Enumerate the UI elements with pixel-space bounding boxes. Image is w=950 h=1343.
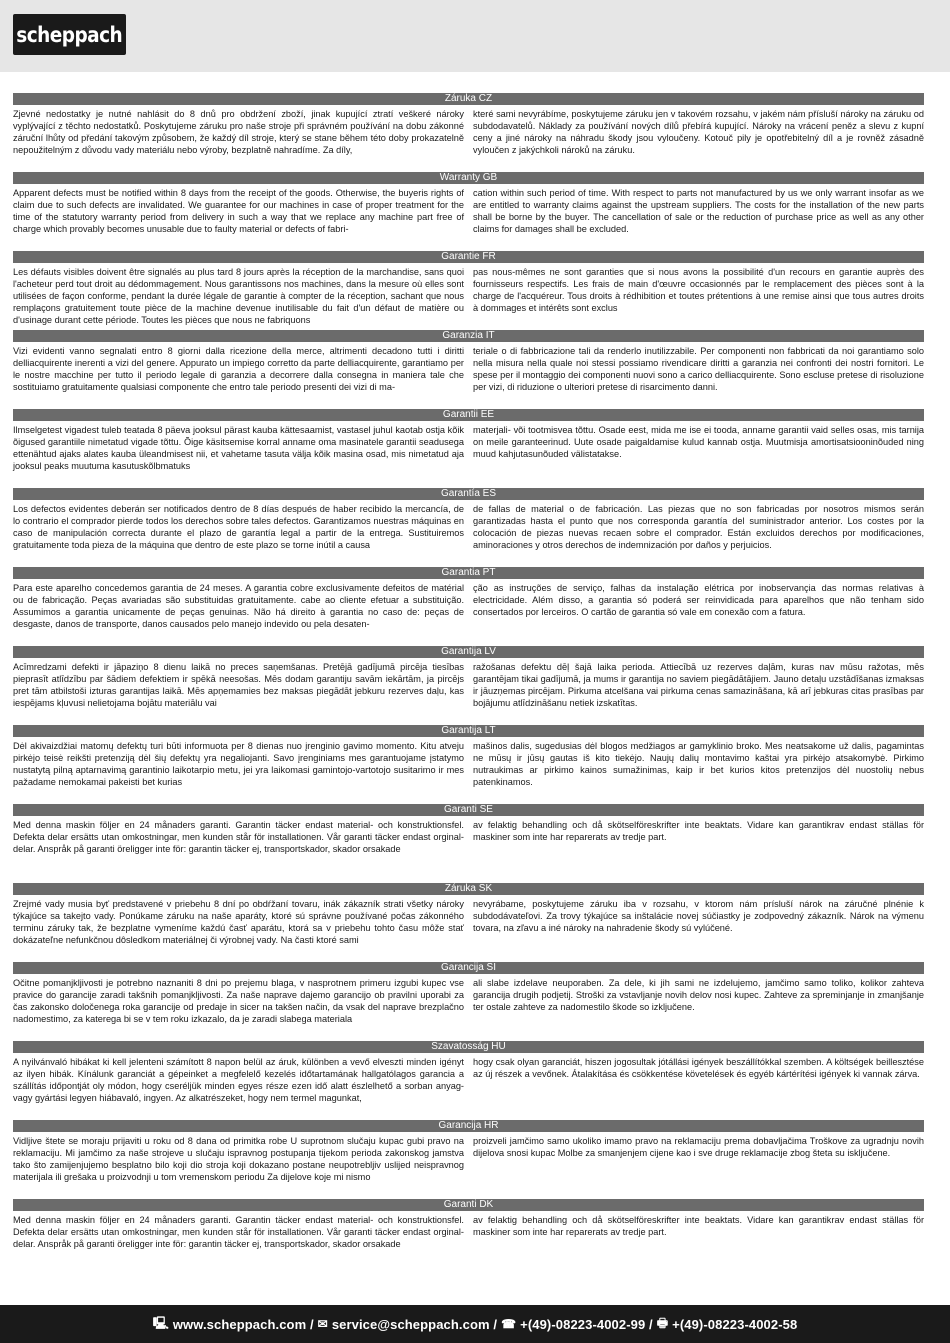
warranty-sections [13,93,924,1278]
section-text-left: Les défauts visibles doivent être signalés au plus tard 8 jours après la réception de la marchandise, sans quoi l'acheteur perd tout droit au dédommagement. Nous garantissons nos machines, dans la mesure où elles sont utilisées de façon conforme, pendant la durée légale de garantie à compter de la réception, sachant que nous remplaçons gratuitement toute pièce de la machine devenue inutilisable du fait d'un défaut de matière ou d'usinage durant cette période. Toutes les pièces que nous ne fabriquons [13,267,464,326]
warranty-section [13,251,924,330]
section-title: Garanzia IT [13,330,924,342]
telephone-icon: ☎ [501,1317,517,1331]
section-text-right: proizveli jamčimo samo ukoliko imamo pravo na reklamaciju prema dobavljačima Troškove za ugradnju novih dijelova snosi kupac Molbe za smanjenjem cijene kao i sve druge reklamacije zbog šteta su isključene. [473,1136,924,1159]
warranty-section [13,330,924,409]
section-title: Szavatosság HU [13,1041,924,1053]
warranty-section [13,93,924,172]
section-title: Garantija LV [13,646,924,658]
section-text-left: Ilmselgetest vigadest tuleb teatada 8 päeva jooksul pärast kauba kättesaamist, vastasel juhul kaotab ostja kõik õigused garantiile nimetatud vigade tõttu. Õige käsitsemise korral anname oma masinatele garantii seadusega ettenähtud ajaks alates kauba üleandmisest nii, et vahetame tasuta välja kõik masina osad, mis nimetatud aja jooksul peaks muutuma kasutuskõlbmatuks [13,425,464,472]
section-text-left: Apparent defects must be notified within 8 days from the receipt of the goods. Otherwise, the buyeris rights of claim due to such defects are invalidated. We guarantee for our machines in case of proper treatment for the time of the statutory warranty period from delivery in such a way that we replace any machine part free of charge which provably becomes unusable due to faulty material or defects of fabri- [13,188,464,235]
section-text-right: které sami nevyrábíme, poskytujeme záruku jen v takovém rozsahu, v jakém nám přísluší nároky na záruku od subdodavatelů. Náklady za používání nových dílů přebírá kupující. Nároky na vrácení peněz a slevu z kupní ceny a jiné nároky na náhradu škody jsou vyloučeny. Kotouč pily je opotřebitelný díl a je rovněž zásadně vyloučen z jakýchkoli nároků na záruku. [473,109,924,156]
warranty-section [13,567,924,646]
section-title: Garantie FR [13,251,924,263]
section-text-right: mašinos dalis, sugedusias dėl blogos medžiagos ar gamyklinio broko. Mes neatsakome už dalis, pagamintas ne mūsų ir jūsų gautas iš kito tiekėjo. Naujų dalių montavimo kaštai yra pirkėjo atsakomybė. Pirkimo nutraukimas ar pirkimo kainos sumažinimas, kaip ir bet kurios kitos pretenzijos dėl nuostolių nebus patenkinamos. [473,741,924,788]
section-text-left: Med denna maskin följer en 24 månaders garanti. Garantin täcker endast material- och konstruktionsfel. Defekta delar ersätts utan omkostningar, men kunden står för installationen. Vår garanti täcker endast orginal-delar. Anspråk på garanti öreligger inte för: garantin täcker ej, transportskador, skador orsakade [13,1215,464,1250]
section-title: Záruka SK [13,883,924,895]
section-title: Garanti DK [13,1199,924,1211]
warranty-section [13,1041,924,1120]
section-body [13,1056,924,1106]
section-title: Garancija HR [13,1120,924,1132]
section-text-right: ražošanas defektu dēļ šajā laika perioda. Attiecībā uz rezerves daļām, kuras nav mūsu ražotas, mēs garantējam tikai gadījumā, ja mums ir garantija no saviem piegādātājiem. Jauno detaļu uzstādīšanas izmaksas ir jāuzņemas pircējam. Pirkuma atcelšana vai pirkuma cenas samazināšana, kā arī jebkuras citas prasības par bojājumu atlīdzināšanu netiek izskatītas. [473,662,924,709]
section-body [13,740,924,790]
warranty-section [13,725,924,804]
warranty-section [13,883,924,962]
warranty-section [13,488,924,567]
warranty-section [13,962,924,1041]
section-text-right: av felaktig behandling och då skötselföreskrifter inte beaktats. Vidare kan garantikrav endast ställas för maskiner som inte har reparerats av tredje part. [473,820,924,843]
section-title: Garanti SE [13,804,924,816]
section-text-right: pas nous-mêmes ne sont garanties que si nous avons la possibilité d'un recours en garantie auprès des fournisseurs respectifs. Les frais de main d'œuvre occasionnés par le remplacement des pièces sont à la charge de l'acquéreur. Tous droits à rédhibition et toutes prétentions à une remise ainsi que tous autres droits à dommages et intérêts sont exclus [473,267,924,314]
section-title: Garantii EE [13,409,924,421]
section-title: Garantia PT [13,567,924,579]
warranty-section [13,409,924,488]
warranty-section [13,646,924,725]
logo-text: scheppach [16,22,123,47]
section-body [13,977,924,1027]
warranty-section [13,1120,924,1199]
envelope-icon: ✉ [317,1317,328,1331]
section-text-left: Zrejmé vady musia byť predstavené v priebehu 8 dní po obdŕžaní tovaru, inák zákazník strati všetky nároky týkajúce sa takejto vady. Ponúkame záruku na naše aparáty, ktoré sú správne používané počas zákonného terminu záruky tak, že bezplatne vymeníme každú časť aparátu, ktorá sa v priebehu tohto času môže stať dokázateľne nefunkčnou dôsledkom materiálnej či výrobnej vady. Na časti ktoré sami [13,899,464,946]
section-text-left: Med denna maskin följer en 24 månaders garanti. Garantin täcker endast material- och konstruktionsfel. Defekta delar ersätts utan omkostningar, men kunden står för installationen. Vår garanti täcker endast orginal-delar. Anspråk på garanti öreligger inte för: garantin täcker ej, transportskador, skador orsakade [13,820,464,855]
contact-footer [0,1305,950,1343]
section-body [13,819,924,869]
section-title: Warranty GB [13,172,924,184]
section-text-left: Vizi evidenti vanno segnalati entro 8 giorni dalla ricezione della merce, altrimenti decadono tutti i diritti delliacquirente inerenti a vizi del genere. Appurato un impiego corretto da parte delliacquirente, garantiamo per le nostre macchine per tutto il periodo legale di garanzia a decorrere dalla consegna in maniera tale che sostituiamo gratuitamente qualsiasi componente che entro tale periodo presenti dei vizi di ma- [13,346,464,393]
header-band [0,0,950,72]
section-text-right: cation within such period of time. With respect to parts not manufactured by us we only warrant insofar as we are entitled to warranty claims against the upstream suppliers. The costs for the installation of the new parts shall be borne by the buyer. The cancellation of sale or the reduction of purchase price as well as any other claims for damages shall be excluded. [473,188,924,235]
section-text-right: materjali- või tootmisvea tõttu. Osade eest, mida me ise ei tooda, anname garantii vaid selles osas, mis tarnija on meile garanteerinud. Uute osade paigaldamise kulud kannab ostja. Muutmisja amortisatsiooninõuded ning muud kahjutasunõuded välistatakse. [473,425,924,460]
email-text[interactable]: service@scheppach.com / [331,1316,498,1332]
fax-icon: 🖶 [656,1315,669,1330]
section-body [13,1214,924,1264]
section-text-right: hogy csak olyan garanciát, hiszen jogosultak jótállási igények beszállítókkal szemben. A költségek beillesztése az új részek a vevőnek. Átalakítása és csökkentése követelések és egyéb kártérítési igények ki vannak zárva. [473,1057,924,1080]
website-text[interactable]: www.scheppach.com / [172,1316,314,1332]
section-title: Garancija SI [13,962,924,974]
section-text-left: Dėl akivaizdžiai matomų defektų turi būti informuota per 8 dienas nuo įrenginio gavimo momento. Kitu atveju pirkėjo teisė reikšti pretenziją dėl šių defektų yra negaliojanti. Savo įrenginiams mes garantuojame įstatymo nustatytą pilną aptarnavimą garantinio laikotarpio metu, jei yra laikomasi gamintojo-vartotojo susitarimo ir mes pažadame nemokamai pakeisti bet kurias [13,741,464,788]
section-body [13,108,924,158]
section-text-left: Acīmredzami defekti ir jāpaziņo 8 dienu laikā no preces saņemšanas. Pretējā gadījumā pircēja tiesības pieprasīt atlīdzību par šādiem defektiem ir spēkā neesošas. Mēs dodam garantiju savām iekārtām, ja pircējs pret tām atbilstoši izturas garantijas laikā. Mēs apņemamies bez maksas piegādāt jebkuru rezerves daļu, kas iespējams kļuvusi nelietojama bojātu materiālu vai [13,662,464,709]
section-text-left: Para este aparelho concedemos garantia de 24 meses. A garantia cobre exclusivamente defeitos de matérial ou de fabricação. Peças avariadas são substituidas gratuitamente. cabe ao cliente efetuar a substituição. Assumimos a garantia unicamente de peças genuinas. Não há direito à garantia no caso de: peças de desgaste, danos de transporte, danos causados pelo manejo indevido ou pela desaten- [13,583,464,630]
section-body [13,1135,924,1185]
section-body [13,345,924,395]
section-text-right: av felaktig behandling och då skötselföreskrifter inte beaktats. Vidare kan garantikrav endast ställas för maskiner som inte har reparerats av tredje part. [473,1215,924,1238]
warranty-section [13,172,924,251]
section-body [13,503,924,553]
computer-icon: 🖳 [152,1315,169,1330]
section-text-left: Očitne pomanjkljivosti je potrebno naznaniti 8 dni po prejemu blaga, v nasprotnem primeru izgubi kupec vse pravice do garancije zaradi takšnih pomanjkljivosti. Za naše naprave dajemo garancijo ob pravilni uporabi za čas zakonsko določenega roka garancije od predaje in sicer na takšen način, da vsak del naprave brezplačno nadomestimo, za katerega bi se v tem roku izkazalo, da je zaradi slabega materiala [13,978,464,1025]
section-body [13,661,924,711]
section-text-left: Vidljive štete se moraju prijaviti u roku od 8 dana od primitka robe U suprotnom slučaju kupac gubi pravo na reklamaciju. Mi jamčimo za naše strojeve u slučaju ispravnog postupanja tijekom perioda zakonskog jamstva tako što zamijenjujemo besplatno bilo koji dio stroja koji dokazano postane neupotrebljiv uslijed neispravnog materijala ili grešaka u proizvodnji u tom vremenskom periodu Za dijelove koje mi nismo [13,1136,464,1183]
section-title: Garantía ES [13,488,924,500]
section-body [13,582,924,632]
scheppach-logo [13,14,126,55]
phone-text: +(49)-08223-4002-99 / [520,1316,653,1332]
warranty-section [13,804,924,883]
section-body [13,424,924,474]
section-text-left: Los defectos evidentes deberán ser notificados dentro de 8 días después de haber recibido la mercancía, de lo contrario el comprador pierde todos los derechos sobre tales defectos. Garantizamos nuestras máquinas en caso de manipulación correcta durante el plazo de garantía legal a partir de la entrega. Sustituiremos gratuitamente toda pieza de la máquina que dentro de este plazo se torne inútil a causa [13,504,464,551]
section-title: Záruka CZ [13,93,924,105]
warranty-section [13,1199,924,1278]
section-body [13,898,924,948]
section-text-right: ção as instruções de serviço, falhas da instalação elétrica por inobservançia das normas relativas à electricidade. Além disso, a garantia só poderá ser reinvidicada para aparelhos que não tenham sido consertados por lerceiros. O cartão de garantia só vale em conexão com a fatura. [473,583,924,618]
fax-text: +(49)-08223-4002-58 [672,1316,798,1332]
section-text-right: de fallas de material o de fabricación. Las piezas que no son fabricadas por nosotros mismos serán garantizadas hasta el punto que nos corresponda garantía del suministrador anterior. Los costes por la colocación de piezas nuevas recaen sobre el comprador. Están excluidos derechos por modificaciones, aminoraciones y otros derechos de indemnización por daños y perjuicios. [473,504,924,551]
section-text-right: ali slabe izdelave neuporaben. Za dele, ki jih sami ne izdelujemo, jamčimo samo toliko, kolikor zahteva garancija drugih podjetij. Stroški za vstavljanje novih delov nosi kupec. Zahteve za spreminjanje in zmanjšanje ter ostale zahteve za nadomestilo škode so izključene. [473,978,924,1013]
section-text-right: nevyrábame, poskytujeme záruku iba v rozsahu, v ktorom nám prísluší nárok na záručné plnénie k subdodávateľovi. Za trovy týkajúce sa inštalácie novej súčiastky je zodpovedný zákazník. Nárok na výmenu tovara, na zľavu a iné nároky na nahradenie škody sú vylúčené. [473,899,924,934]
section-text-left: Zjevné nedostatky je nutné nahlásit do 8 dnů pro obdržení zboží, jinak kupující ztratí veškeré nároky vyplývající z těchto nedostatků. Poskytujeme záruku pro naše stroje při správném používání na dobu zákonné záruční lhůty od předání takovým způsobem, že každý díl stroje, který se stane během této doby prokazatelně nepoužitelným z důvodu vady materiálu nebo výroby, bezplatně nahradíme. Za díly, [13,109,464,156]
section-body [13,266,924,326]
section-text-right: teriale o di fabbricazione tali da renderlo inutilizzabile. Per componenti non fabbricati da noi garantiamo solo nella misura nella quale noi stessi possiamo rivendicare diritti a garanzia nei confronti dei nostri fornitori. Le spese per il montaggio dei componenti nuovi sono a carico delliacquirente. Sono escluse pretese di risoluzione per vizi, di riduzione o ulteriori pretese di risarcimento danni. [473,346,924,393]
section-title: Garantija LT [13,725,924,737]
section-text-left: A nyilvánvaló hibákat ki kell jelenteni számított 8 napon belül az áruk, különben a vevő elveszti minden igényt az ilyen hibák. Kínálunk garanciát a gépeinket a megfelelő kezelés időtartamának hallgatólagos garancia a szállítás időpontját oly módon, hogy cseréljük minden egyes része ezen idő alatt észlelhető a sorban anyag-vagy gyártási legyen hiábavaló, ingyen. Az alkatrészeket, hogy nem termel magunkat, [13,1057,464,1104]
section-body [13,187,924,237]
